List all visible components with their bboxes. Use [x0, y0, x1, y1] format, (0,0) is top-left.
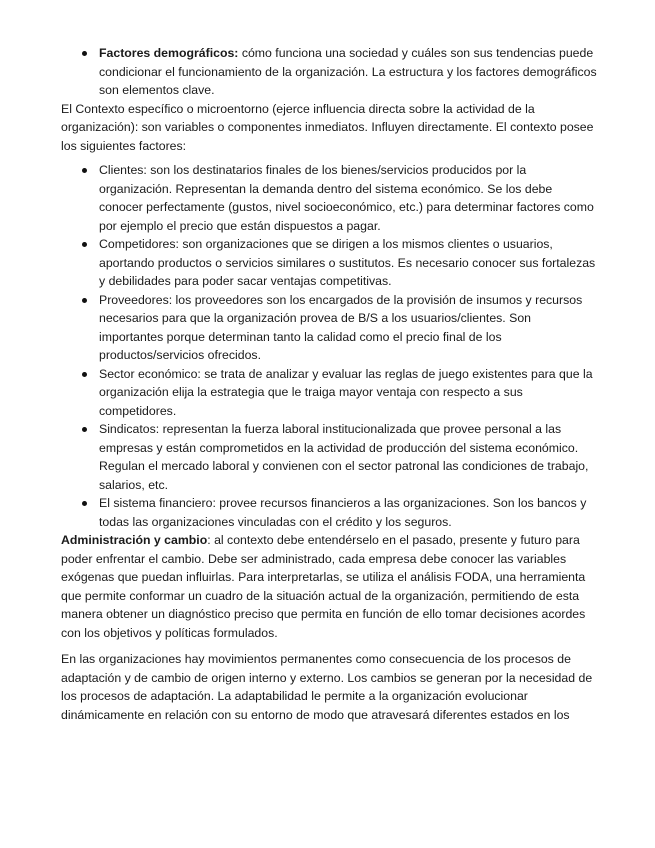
microentorno-intro: El Contexto específico o microentorno (ejerce influencia directa sobre la actividad de la organización): son variables o componentes inmediatos. Influyen directamente. El contexto posee los siguientes factores:	[61, 101, 594, 153]
list-item: Sindicatos: representan la fuerza laboral institucionalizada que provee personal a las empresas y están comprometidos en la actividad de producción del sistema económico. Regulan el mercado laboral y convienen con el sector patronal las condiciones de trabajo, salarios, etc.	[61, 420, 597, 494]
list-item: Clientes: son los destinatarios finales de los bienes/servicios producidos por la organización. Representan la demanda dentro del sistema económico. Se los debe conocer perfectamente (gustos, nivel socioeconómico, etc.) para determinar factores como por ejemplo el precio que están dispuestos a pagar.	[61, 161, 597, 235]
list-item-term: Factores demográficos:	[99, 46, 239, 60]
list-item: Sector económico: se trata de analizar y evaluar las reglas de juego existentes para que la organización elija la estrategia que le traiga mayor ventaja con respecto a sus competidores.	[61, 365, 597, 421]
list-item-text: cómo funciona una sociedad y cuáles son sus tendencias puede condicionar el funcionamiento de la organización. La estructura y los factores demográficos son elementos clave.	[99, 46, 597, 97]
closing-paragraph: En las organizaciones hay movimientos permanentes como consecuencia de los procesos de adaptación y de cambio de origen interno y externo. Los cambios se generan por la necesidad de los procesos de adaptación. La adaptabilidad le permite a la organización evolucionar dinámicamente en relación con su entorno de modo que atravesará diferentes estados en los	[61, 652, 593, 722]
admin-text: : al contexto debe entendérselo en el pasado, presente y futuro para poder enfrentar el cambio. Debe ser administrado, cada empresa debe conocer las variables exógenas que puedan influirlas. Para interpretarlas, se utiliza el análisis FODA, una herramienta que permite conformar un cuadro de la situación actual de la organización, permitiendo de esta manera obtener un diagnóstico preciso que permita en función de ello tomar decisiones acordes con los objetivos y políticas formulados.	[61, 533, 586, 640]
demographic-list	[61, 44, 597, 100]
admin-term: Administración y cambio	[61, 533, 208, 547]
admin-paragraph	[61, 531, 597, 642]
list-item: El sistema financiero: provee recursos financieros a las organizaciones. Son los bancos y todas las organizaciones vinculadas con el crédito y los seguros.	[61, 494, 597, 531]
list-item: Competidores: son organizaciones que se dirigen a los mismos clientes o usuarios, aportando productos o servicios similares o sustitutos. Es necesario conocer sus fortalezas y debilidades para poder sacar ventajas competitivas.	[61, 235, 597, 291]
list-item	[61, 44, 597, 100]
list-item: Proveedores: los proveedores son los encargados de la provisión de insumos y recursos necesarios para que la organización provea de B/S a los usuarios/clientes. Son importantes porque determinan tanto la calidad como el precio final de los productos/servicios ofrecidos.	[61, 291, 597, 365]
microentorno-factors-list	[61, 161, 597, 531]
